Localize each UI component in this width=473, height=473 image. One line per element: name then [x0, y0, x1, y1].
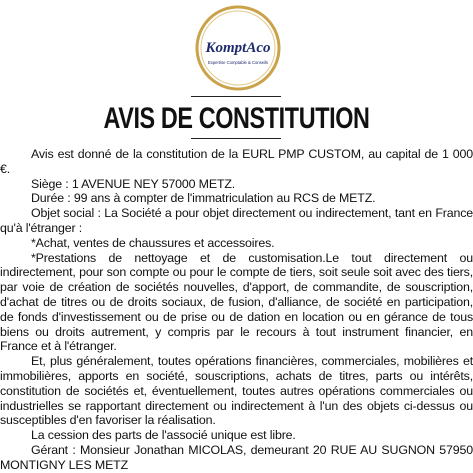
- notice-body: [0, 147, 473, 473]
- logo-name: KomptAco: [205, 40, 271, 56]
- paragraph-cession: La cession des parts de l'associé unique est libre.: [31, 428, 296, 443]
- paragraph-duree: Durée : 99 ans à compter de l'immatriculation au RCS de METZ.: [31, 191, 376, 206]
- logo-tagline: Expertise Comptable & Conseils: [207, 60, 269, 65]
- title-rule-top: [191, 96, 281, 97]
- paragraph-gerant: Gérant : Monsieur Jonathan MICOLAS, demeurant 20 RUE AU SUGNON 57950 MONTIGNY LES METZ: [0, 442, 473, 472]
- paragraph-siege: Siège : 1 AVENUE NEY 57000 METZ.: [31, 176, 236, 191]
- paragraph-objet-social: Objet social : La Société a pour objet directement ou indirectement, tant en France qu'à l'étranger :: [0, 206, 473, 235]
- notice-title: AVIS DE CONSTITUTION: [103, 102, 370, 135]
- paragraph-prestations: *Prestations de nettoyage et de customisation.Le tout directement ou indirectement, pour son compte ou pour le compte de tiers, soit seule soit avec des tiers, par voie de création de sociétés nouvelles, d'apport, de commandite, de souscription, d'achat de titres ou de droits sociaux, de fusion, d'alliance, de société en participation, de fonds d'investissement ou de prise ou de dation en location ou en gérance de tous biens ou droits autrement, y compris par le recours à tout instrument financier, en France et à l'étranger.: [0, 250, 473, 354]
- paragraph-operations: Et, plus généralement, toutes opérations financières, commerciales, mobilières et immobilières, apports en société, souscriptions, achats de titres, parts ou intérêts, constitution de sociétés et, éventuellement, toutes autres opérations commerciales ou industrielles se rapportant directement ou indirectement à l'un des objets ci-dessus ou susceptibles d'en favoriser la réalisation.: [0, 354, 473, 428]
- paragraph-constitution: Avis est donné de la constitution de la EURL PMP CUSTOM, au capital de 1 000 €.: [0, 147, 473, 176]
- logo-badge: [194, 4, 282, 92]
- company-logo: [194, 4, 282, 92]
- title-rule-bottom: [191, 138, 281, 139]
- paragraph-achat: *Achat, ventes de chaussures et accessoires.: [31, 235, 275, 250]
